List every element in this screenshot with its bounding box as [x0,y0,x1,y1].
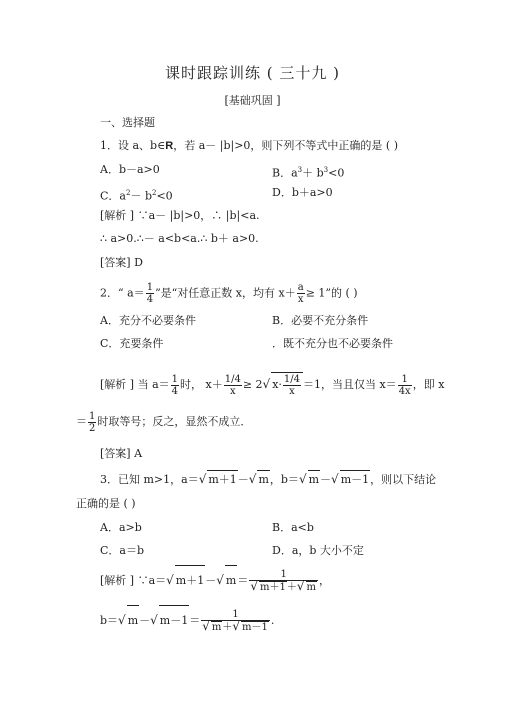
q1-option-a: A．b－a>0 [100,163,160,176]
q2-option-d: ．既不充分也不必要条件 [272,337,393,350]
q3-analysis-line1: [解析 ] ∵a＝√ m＋1－√ m＝ $\frac{1}{√ m+1+√ m}$ ， [100,565,330,596]
sqrt-sign: √ [262,377,271,391]
fraction: $\frac{1}{√ m+1+√ m}$ [250,569,316,593]
q1-option-d: D．b＋a>0 [272,186,333,199]
section-heading: 一、选择题 [100,116,155,129]
page-title: 课时跟踪训练 ( 三十九 ) [164,64,340,82]
q3-analysis-line2: b＝√ m－√ m－1＝ $\frac{1}{√ m+√ m-1}$ . [100,605,274,636]
page-subtitle: [基础巩固 ] [224,94,281,107]
q3-option-a: A．a>b [100,521,142,534]
q2-option-b: B．必要不充分条件 [272,314,369,327]
q2-option-a: A．充分不必要条件 [100,314,196,327]
q1-stem: 1．设 a、b∈R，若 a－ |b|>0，则下列不等式中正确的是 ( ) [100,139,398,152]
q3-option-d: D．a，b 大小不定 [272,544,364,557]
q3-option-b: B．a<b [272,521,314,534]
q3-stem-line1: 3．已知 m>1，a＝√ m＋1－√ m，b＝√ m－√ m－1，则以下结论 [100,470,436,489]
fraction: $\frac{1}{4}$ [146,282,154,305]
q2-analysis-line1: [解析 ] 当 a＝ $\frac{1}{4}$ 时， x＋ $\frac{1/4}{x}$ ≥ 2√ x· $\frac{1/4}{x}$ ＝1，当且仅当 x＝ $\frac{1}{4x}$ ，即 x [100,373,445,397]
q1-analysis-line1: [解析 ] ∵a－ |b|>0，∴ |b|<a. [100,209,260,222]
q2-stem: 2．“ a＝ $\frac{1}{4}$ ”是“对任意正数 x，均有 x＋ $\frac{a}{x}$ ≥ 1”的 ( ) [100,282,358,305]
fraction: $\frac{1}{√ m+√ m-1}$ [202,609,268,633]
radicand: x· $\frac{1/4}{x}$ [271,372,303,397]
q3-option-c: C．a＝b [100,544,145,557]
q1-option-c: C．$a^2- b^2<0$ [100,189,173,203]
fraction: $\frac{1}{4}$ [171,373,179,397]
q1-analysis-line2: ∴ a>0.∴－ a<b<a.∴ b＋ a>0. [100,232,259,245]
q1-option-b: B．$a^3+ b^3<0$ [272,166,345,180]
q1-answer: [答案] D [100,256,143,269]
fraction: $\frac{1/4}{x}$ [283,373,300,397]
q2-answer: [答案] A [100,447,143,460]
q2-option-c: C．充要条件 [100,337,164,350]
fraction: $\frac{1}{4x}$ [398,373,411,397]
q2-analysis-line2: ＝ $\frac{1}{2}$ 时取等号；反之，显然不成立． [76,410,252,434]
fraction: $\frac{a}{x}$ [297,282,304,305]
q3-stem-line2: 正确的是 ( ) [76,497,136,510]
fraction: $\frac{1}{2}$ [89,410,96,434]
fraction: $\frac{1/4}{x}$ [224,373,241,397]
